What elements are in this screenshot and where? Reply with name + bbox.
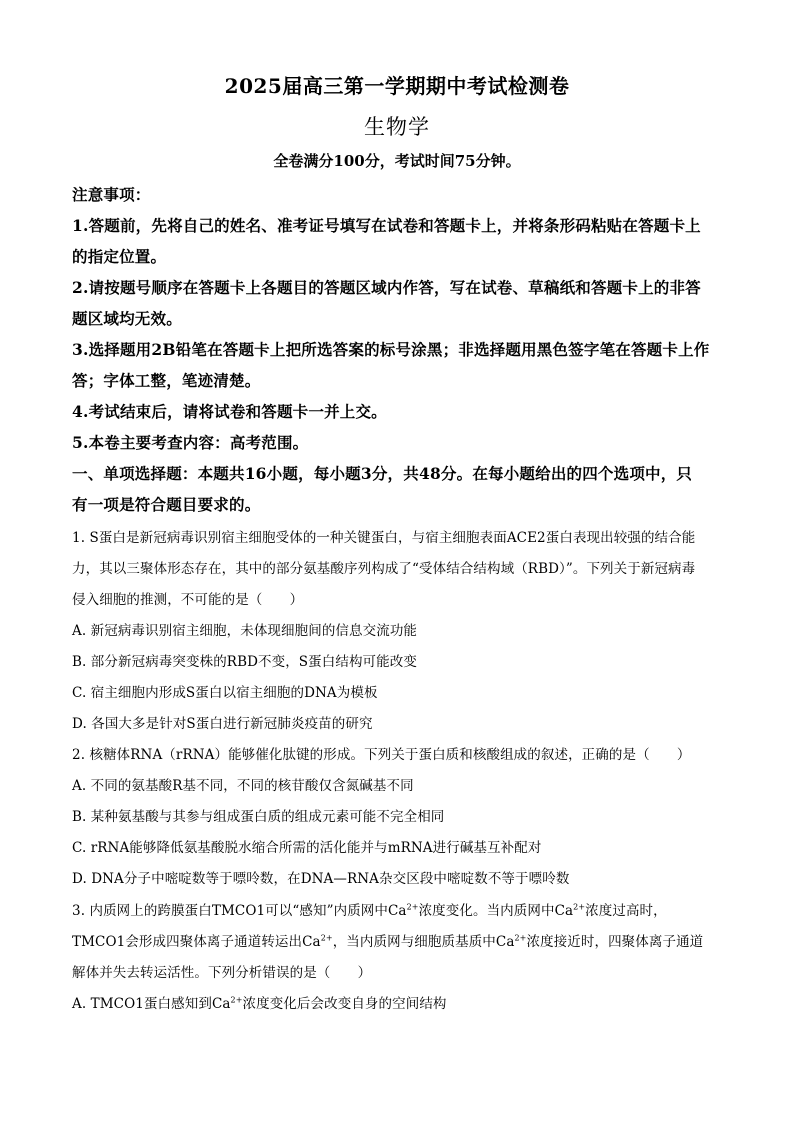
q3-stem-line-1 [72,899,724,919]
note-1-line-2: 的指定位置。 [72,247,167,266]
q3-stem-1c: 浓度过高时， [585,903,667,919]
q2-option-b: B. 某种氨基酸与其参与组成蛋白质的组成元素可能不完全相同 [72,809,445,825]
q3-stem-2b: ，当内质网与细胞质基质中Ca [332,934,515,950]
q1-option-c: C. 宿主细胞内形成S蛋白以宿主细胞的DNA为模板 [72,685,378,701]
q1-stem-line-2: 力，其以三聚体形态存在，其中的部分氨基酸序列构成了“受体结合结构域（RBD）”。下列关于新冠病毒 [72,561,696,577]
note-3-line-1: 3.选择题用2B铅笔在答题卡上把所选答案的标号涂黑；非选择题用黑色签字笔在答题卡上作 [72,340,710,359]
q1-option-d: D. 各国大多是针对S蛋白进行新冠肺炎疫苗的研究 [72,716,373,732]
q3-stem-2c: 浓度接近时，四聚体离子通道 [526,934,704,950]
note-1-line-1: 1.答题前，先将自己的姓名、准考证号填写在试卷和答题卡上，并将条形码粘贴在答题卡上 [72,216,701,235]
exam-title: 2025届高三第一学期期中考试检测卷 [224,74,570,98]
q3-option-a-1: A. TMCO1蛋白感知到Ca [72,996,231,1012]
note-2-line-1: 2.请按题号顺序在答题卡上各题目的答题区域内作答，写在试卷、草稿纸和答题卡上的非答 [72,278,701,297]
ion-charge: 2+ [573,902,586,912]
q2-stem: 2. 核糖体RNA（rRNA）能够催化肽键的形成。下列关于蛋白质和核酸组成的叙述，正确的是（ ） [72,747,691,763]
q3-stem-1b: 浓度变化。当内质网中Ca [418,903,574,919]
ion-charge: 2+ [514,933,527,943]
note-2-line-2: 题区域均无效。 [72,309,182,328]
q3-stem-line-3: 解体并失去转运活性。下列分析错误的是（ ） [72,965,372,981]
q3-stem-2a: TMCO1会形成四聚体离子通道转运出Ca [72,934,321,950]
q3-option-a [72,992,724,1012]
q1-stem-line-1: 1. S蛋白是新冠病毒识别宿主细胞受体的一种关键蛋白，与宿主细胞表面ACE2蛋白表现出较强的结合能 [72,530,696,546]
q3-stem-1a: 3. 内质网上的跨膜蛋白TMCO1可以“感知”内质网中Ca [72,903,407,919]
section-heading-line-2: 有一项是符合题目要求的。 [72,495,261,514]
q1-option-a: A. 新冠病毒识别宿主细胞，未体现细胞间的信息交流功能 [72,623,418,639]
ion-charge: 2+ [230,995,243,1005]
notes-heading: 注意事项： [72,185,151,204]
note-4: 4.考试结束后，请将试卷和答题卡一并上交。 [72,402,387,421]
q3-stem-line-2 [72,930,724,950]
ion-charge: 2+ [406,902,419,912]
q2-option-d: D. DNA分子中嘧啶数等于嘌呤数，在DNA—RNA杂交区段中嘧啶数不等于嘌呤数 [72,871,570,887]
q1-option-b: B. 部分新冠病毒突变株的RBD不变，S蛋白结构可能改变 [72,654,417,670]
q2-option-a: A. 不同的氨基酸R基不同，不同的核苷酸仅含氮碱基不同 [72,778,414,794]
ion-charge: 2+ [320,933,333,943]
note-5: 5.本卷主要考查内容：高考范围。 [72,433,309,452]
q2-option-c: C. rRNA能够降低氨基酸脱水缩合所需的活化能并与mRNA进行碱基互补配对 [72,840,542,856]
note-3-line-2: 答；字体工整，笔迹清楚。 [72,371,261,390]
subject-title: 生物学 [364,115,430,139]
section-heading-line-1: 一、单项选择题：本题共16小题，每小题3分，共48分。在每小题给出的四个选项中，只 [72,464,693,483]
q1-stem-line-3: 侵入细胞的推测，不可能的是（ ） [72,592,304,608]
q3-option-a-2: 浓度变化后会改变自身的空间结构 [242,996,447,1012]
exam-info: 全卷满分100分，考试时间75分钟。 [273,152,521,170]
